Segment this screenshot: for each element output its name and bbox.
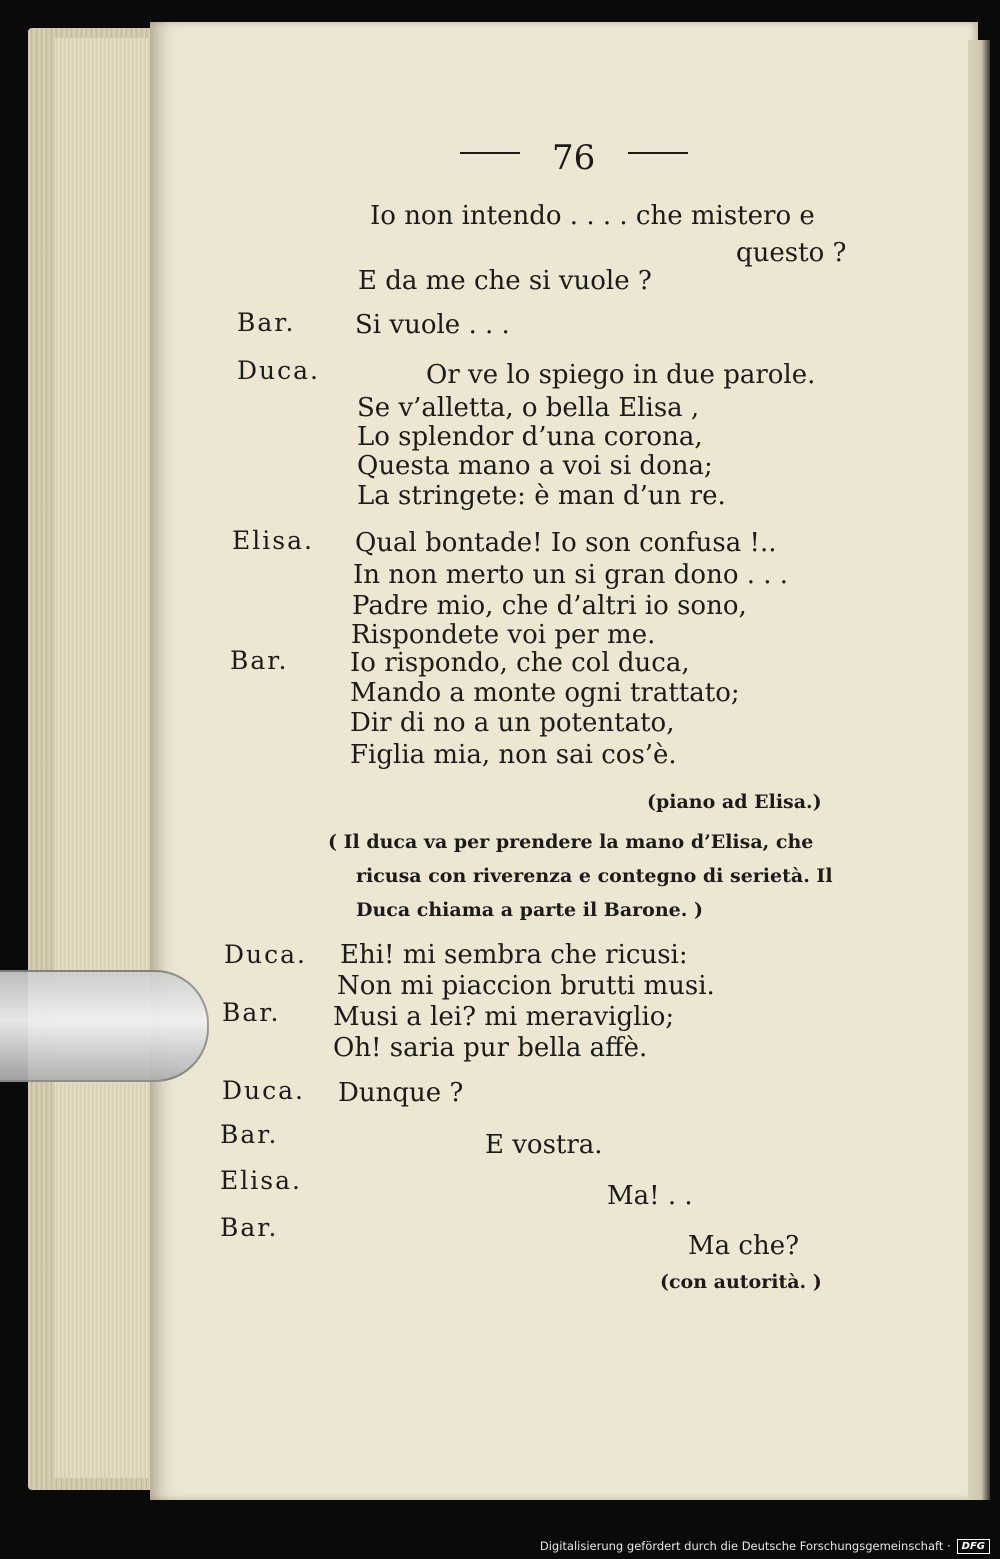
digitization-footer (540, 1535, 990, 1557)
stage-direction: (piano ad Elisa.) (647, 791, 822, 813)
verse-line: In non merto un si gran dono . . . (353, 560, 789, 590)
page-number: 76 (552, 138, 596, 178)
stage-direction: ricusa con riverenza e contegno di serietà. Il (356, 865, 833, 887)
verse-line: Mando a monte ogni trattato; (350, 678, 740, 708)
verse-line: E vostra. (485, 1130, 603, 1160)
verse-line: questo ? (736, 238, 847, 268)
verse-line: E da me che si vuole ? (358, 266, 652, 296)
verse-line: Io rispondo, che col duca, (350, 648, 690, 678)
verse-line: Or ve lo spiego in due parole. (426, 360, 816, 390)
verse-line: Ma! . . (607, 1181, 693, 1211)
verse-line: Dir di no a un potentato, (350, 708, 675, 738)
verse-line: Rispondete voi per me. (351, 620, 656, 650)
scanner-clip (0, 970, 209, 1082)
header-rule-right (628, 152, 688, 154)
speaker-label: Duca. (224, 940, 307, 969)
dfg-logo: DFG (957, 1539, 990, 1554)
footer-text: Digitalisierung gefördert durch die Deutsche Forschungsgemeinschaft · (539, 1539, 951, 1553)
stage-direction: Duca chiama a parte il Barone. ) (356, 899, 703, 921)
verse-line: Se v’alletta, o bella Elisa , (357, 393, 700, 423)
verse-line: Lo splendor d’una corona, (357, 422, 703, 452)
speaker-label: Bar. (220, 1120, 279, 1149)
verse-line: Musi a lei? mi meraviglio; (333, 1002, 675, 1032)
verse-line: Non mi piaccion brutti musi. (337, 971, 715, 1001)
verse-line: Ehi! mi sembra che ricusi: (340, 940, 688, 970)
speaker-label: Bar. (230, 646, 289, 675)
page-right-edge (968, 40, 990, 1500)
verse-line: Qual bontade! Io son confusa !.. (355, 528, 777, 558)
verse-line: Oh! saria pur bella affè. (333, 1033, 648, 1063)
verse-line: Io non intendo . . . . che mistero e (370, 201, 815, 231)
speaker-label: Bar. (222, 998, 281, 1027)
speaker-label: Bar. (220, 1213, 279, 1242)
speaker-label: Bar. (237, 308, 296, 337)
verse-line: Si vuole . . . (355, 310, 510, 340)
verse-line: Figlia mia, non sai cos’è. (350, 740, 677, 770)
verse-line: Ma che? (688, 1231, 800, 1261)
verse-line: Questa mano a voi si dona; (357, 451, 713, 481)
speaker-label: Elisa. (220, 1166, 302, 1195)
speaker-label: Elisa. (232, 526, 314, 555)
speaker-label: Duca. (237, 356, 320, 385)
verse-line: Padre mio, che d’altri io sono, (352, 591, 747, 621)
speaker-label: Duca. (222, 1076, 305, 1105)
verse-line: La stringete: è man d’un re. (357, 481, 726, 511)
stage-direction: (con autorità. ) (660, 1271, 822, 1293)
header-rule-left (460, 152, 520, 154)
verse-line: Dunque ? (338, 1078, 464, 1108)
stage-direction: ( Il duca va per prendere la mano d’Elisa, che (328, 831, 814, 853)
